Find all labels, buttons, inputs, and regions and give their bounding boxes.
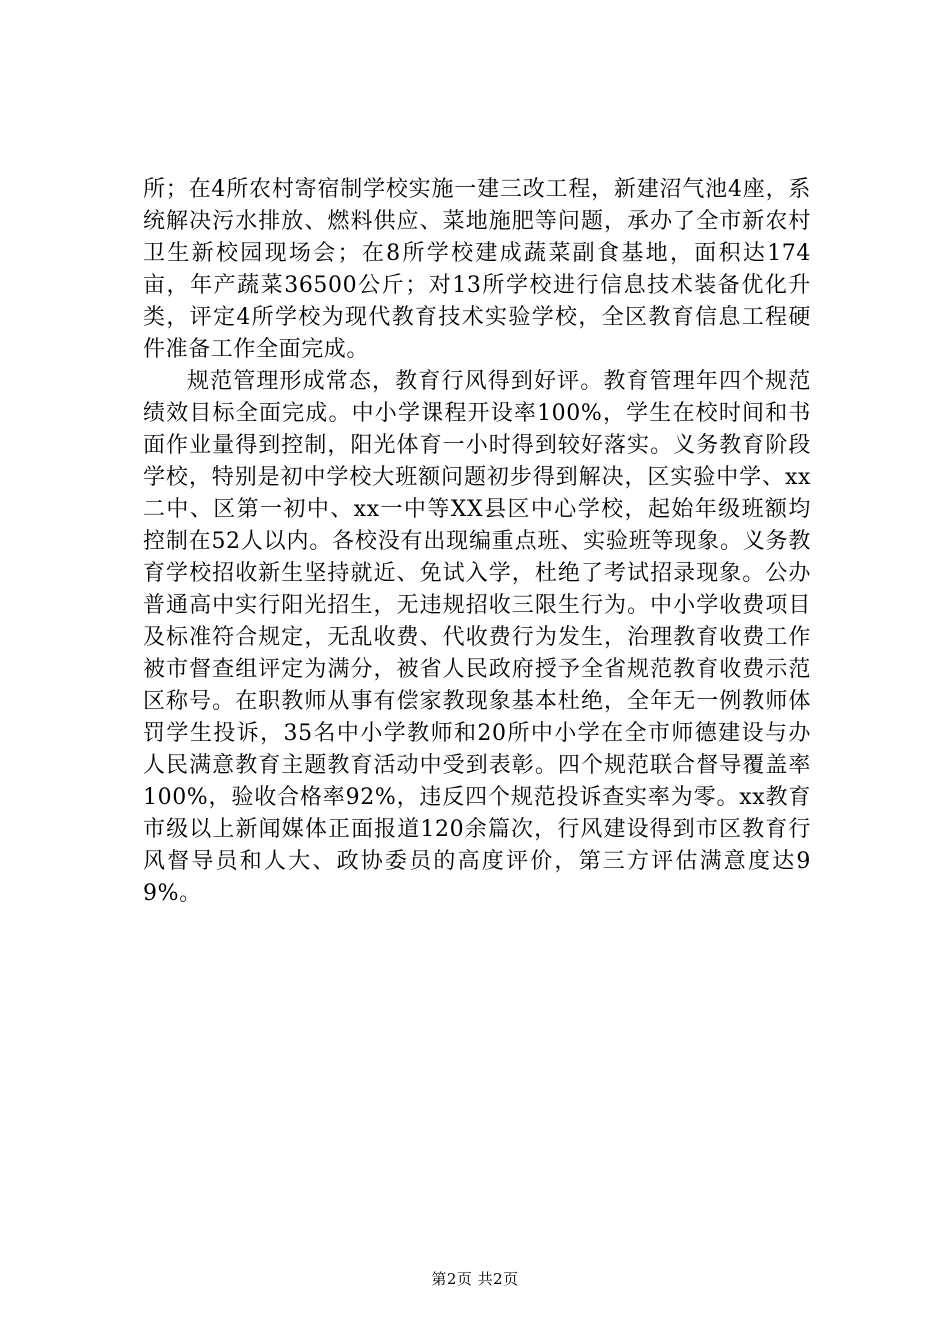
page-footer: 第2页 共2页 bbox=[431, 1270, 519, 1288]
paragraph-continuation: 所；在4所农村寄宿制学校实施一建三改工程，新建沼气池4座，系统解决污水排放、燃料供应、菜地施肥等问题，承办了全市新农村卫生新校园现场会；在8所学校建成蔬菜副食基地，面积达174亩，年产蔬菜36500公斤；对13所学校进行信息技术装备优化升类，评定4所学校为现代教育技术实验学校，全区教育信息工程硬件准备工作全面完成。 bbox=[143, 177, 811, 362]
paragraph-regulation-management: 规范管理形成常态，教育行风得到好评。教育管理年四个规范绩效目标全面完成。中小学课程开设率100%，学生在校时间和书面作业量得到控制，阳光体育一小时得到较好落实。义务教育阶段学校，特别是初中学校大班额问题初步得到解决，区实验中学、xx二中、区第一初中、xx一中等XX县区中心学校，起始年级班额均控制在52人以内。各校没有出现编重点班、实验班等现象。义务教育学校招收新生坚持就近、免试入学，杜绝了考试招录现象。公办普通高中实行阳光招生，无违规招收三限生行为。中小学收费项目及标准符合规定，无乱收费、代收费行为发生，治理教育收费工作被市督查组评定为满分，被省人民政府授予全省规范教育收费示范区称号。在职教师从事有偿家教现象基本杜绝，全年无一例教师体罚学生投诉，35名中小学教师和20所中小学在全市师德建设与办人民满意教育主题教育活动中受到表彰。四个规范联合督导覆盖率100%，验收合格率92%，违反四个规范投诉查实率为零。xx教育市级以上新闻媒体正面报道120余篇次，行风建设得到市区教育行风督导员和人大、政协委员的高度评价，第三方评估满意度达99%。 bbox=[143, 369, 811, 906]
document-body bbox=[143, 174, 811, 910]
